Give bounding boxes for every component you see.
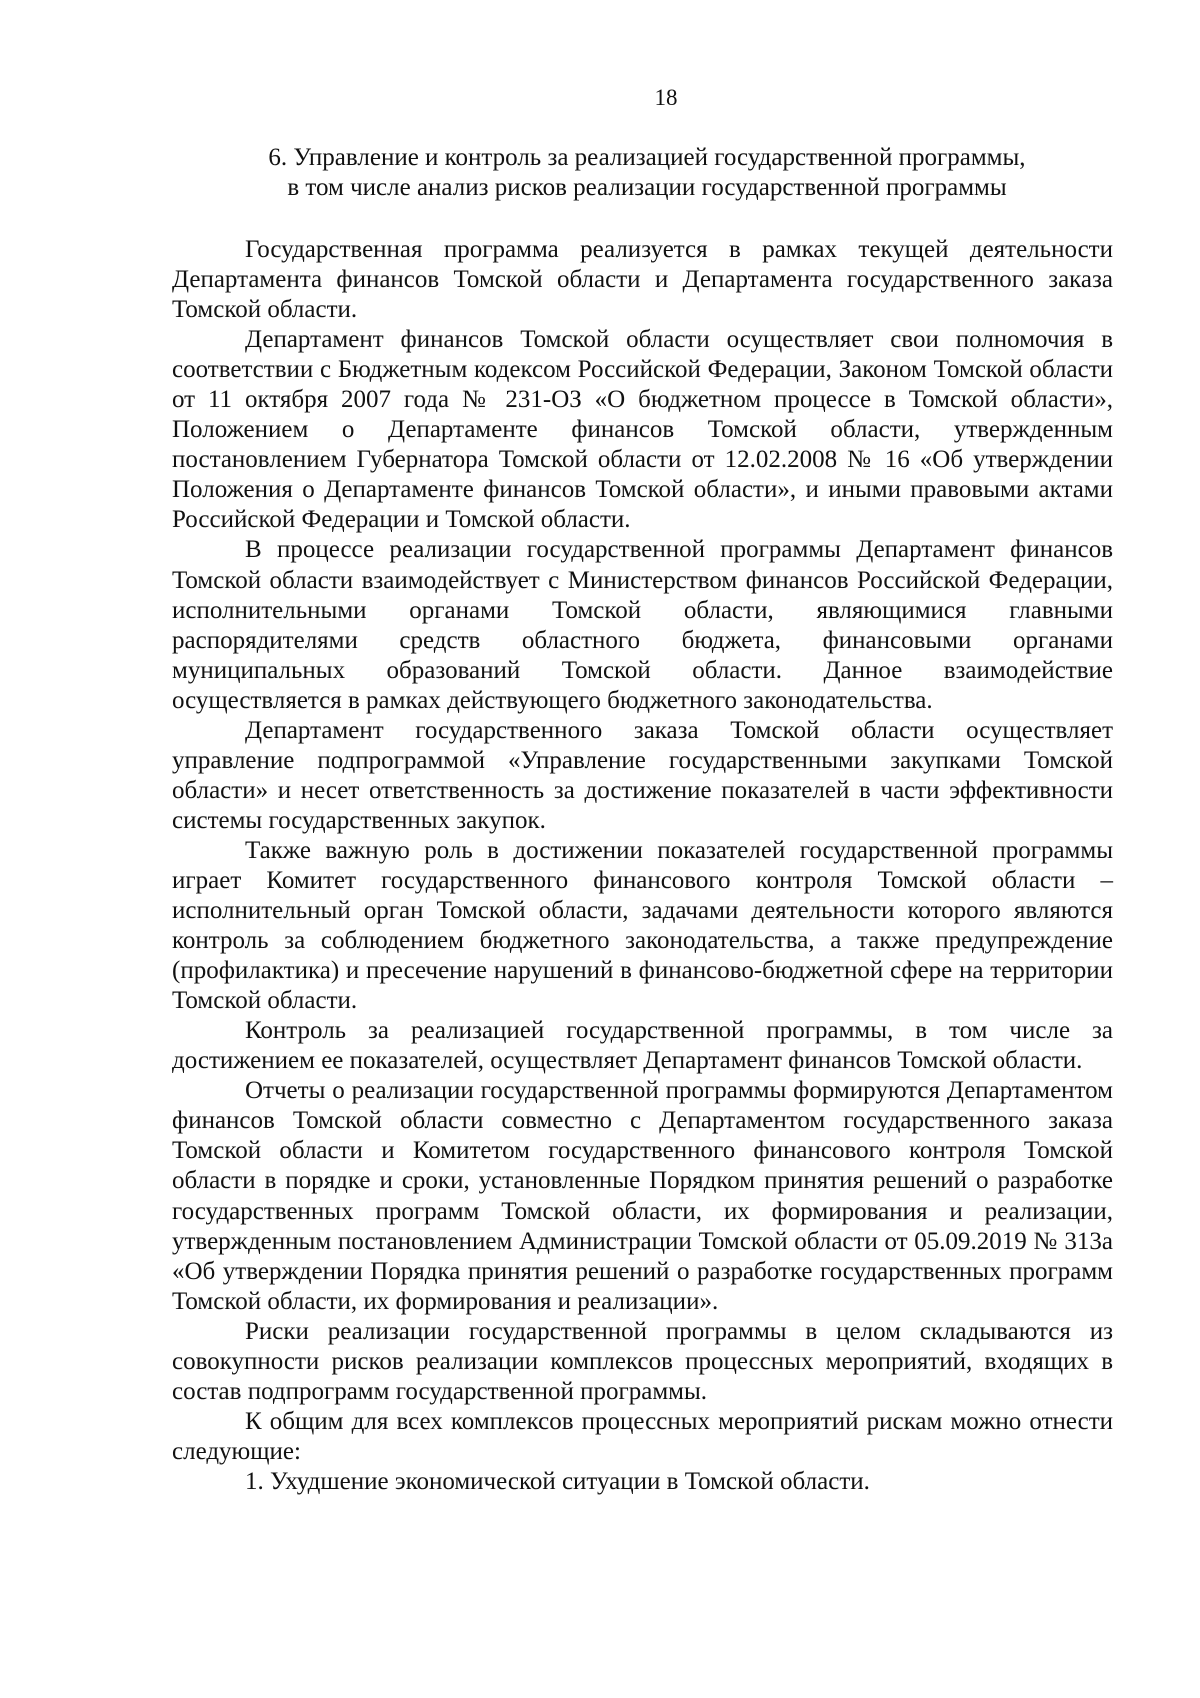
section-heading — [172, 143, 1122, 203]
page-number: 18 — [654, 85, 678, 110]
paragraph-interaction: В процессе реализации государственной программы Департамент финансов Томской области взаимодействует с Министерством финансов Российской Федерации, исполнительными органами Томской области, являющимися главными распорядителями средств областного бюджета, финансовыми органами муниципальных образований Томской области. Данное взаимодействие осуществляется в рамках действующего бюджетного законодательства. — [172, 536, 1113, 714]
section-heading-line-1: 6. Управление и контроль за реализацией государственной программы, — [268, 144, 1026, 171]
list-item-risk-1: 1. Ухудшение экономической ситуации в Томской области. — [245, 1467, 870, 1495]
paragraph-risks: Риски реализации государственной программы в целом складываются из совокупности рисков реализации комплексов процессных мероприятий, входящих в состав подпрограмм государственной программы. — [172, 1317, 1113, 1405]
paragraph-program-control: Контроль за реализацией государственной программы, в том числе за достижением ее показателей, осуществляет Департамент финансов Томской области. — [172, 1017, 1113, 1075]
body-text — [172, 235, 1113, 1497]
paragraph-procurement-department: Департамент государственного заказа Томской области осуществляет управление подпрограммой «Управление государственными закупками Томской области» и несет ответственность за достижение показателей в части эффективности системы государственных закупок. — [172, 716, 1113, 834]
paragraph-reports: Отчеты о реализации государственной программы формируются Департаментом финансов Томской области совместно с Департаментом государственного заказа Томской области и Комитетом государственного финансового контроля Томской области в порядке и сроки, установленные Порядком принятия решений о разработке государственных программ Томской области, их формирования и реализации, утвержденным постановлением Администрации Томской области от 05.09.2019 № 313а «Об утверждении Порядка принятия решений о разработке государственных программ Томской области, их формирования и реализации». — [172, 1077, 1113, 1315]
paragraph-control-committee: Также важную роль в достижении показателей государственной программы играет Комитет государственного финансового контроля Томской области – исполнительный орган Томской области, задачами деятельности которого являются контроль за соблюдением бюджетного законодательства, а также предупреждение (профилактика) и пресечение нарушений в финансово-бюджетной сфере на территории Томской области. — [172, 836, 1113, 1015]
paragraph-finance-department-powers: Департамент финансов Томской области осуществляет свои полномочия в соответствии с Бюджетным кодексом Российской Федерации, Законом Томской области от 11 октября 2007 года № 231-ОЗ «О бюджетном процессе в Томской области», Положением о Департаменте финансов Томской области, утвержденным постановлением Губернатора Томской области от 12.02.2008 № 16 «Об утверждении Положения о Департаменте финансов Томской области», и иными правовыми актами Российской Федерации и Томской области. — [172, 326, 1113, 534]
paragraph-program-implementation: Государственная программа реализуется в рамках текущей деятельности Департамента финансов Томской области и Департамента государственного заказа Томской области. — [172, 236, 1113, 324]
section-heading-line-2: в том числе анализ рисков реализации государственной программы — [287, 174, 1007, 201]
paragraph-common-risks: К общим для всех комплексов процессных мероприятий рискам можно отнести следующие: — [172, 1407, 1113, 1465]
